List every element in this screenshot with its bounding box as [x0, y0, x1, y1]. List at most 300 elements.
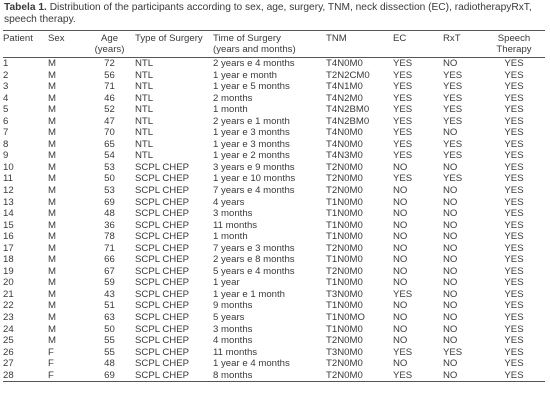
speech-therapy-cell: YES [504, 104, 524, 116]
patient-cell: 28 [3, 369, 14, 381]
time-cell: 2 years e 8 months [213, 254, 295, 266]
ec-cell: YES [393, 92, 413, 104]
sex-cell: M [48, 173, 56, 185]
sex-cell: F [48, 369, 54, 381]
time-cell: 2 years e 4 months [213, 58, 295, 69]
speech-therapy-cell: YES [504, 138, 524, 150]
surgery-cell: SCPL CHEP [135, 254, 190, 266]
table-header [3, 31, 545, 58]
patient-cell: 16 [3, 231, 14, 243]
speech-therapy-cell: YES [504, 173, 524, 185]
speech-therapy-cell: YES [504, 69, 524, 81]
patient-cell: 4 [3, 92, 9, 104]
table-row [3, 266, 545, 278]
surgery-cell: NTL [135, 81, 154, 93]
rxt-cell: NO [443, 277, 458, 289]
tnm-cell: T4N2BM0 [326, 115, 370, 127]
time-cell: 1 year [213, 277, 240, 289]
patient-cell: 9 [3, 150, 9, 162]
rxt-cell: NO [443, 219, 458, 231]
patient-cell: 14 [3, 208, 14, 220]
speech-therapy-cell: YES [504, 115, 524, 127]
rxt-cell: NO [443, 161, 458, 173]
speech-therapy-cell: YES [504, 335, 524, 347]
time-cell: 1 year e 1 month [213, 288, 285, 300]
table-row [3, 335, 545, 347]
age-cell: 47 [104, 115, 115, 127]
tnm-cell: T1N0M0 [326, 300, 363, 312]
age-cell: 52 [104, 104, 115, 116]
table-row [3, 370, 545, 382]
tnm-cell: T2N0M0 [326, 265, 363, 277]
time-cell: 11 months [213, 219, 258, 231]
tnm-cell: T1N0M0 [326, 196, 363, 208]
tnm-cell: T2N0M0 [326, 242, 363, 254]
rxt-cell: NO [443, 300, 458, 312]
table-row [3, 220, 545, 232]
table-row [3, 312, 545, 324]
rxt-cell: NO [443, 369, 458, 381]
table-row [3, 58, 545, 70]
time-cell: 1 year e 5 months [213, 81, 290, 93]
sex-cell: M [48, 196, 56, 208]
patient-cell: 10 [3, 161, 14, 173]
table-row [3, 139, 545, 151]
speech-therapy-cell: YES [504, 346, 524, 358]
header-surgery: Type of Surgery [135, 33, 203, 44]
tnm-cell: T4N0M0 [326, 58, 363, 69]
age-cell: 55 [104, 346, 115, 358]
age-cell: 65 [104, 138, 115, 150]
tnm-cell: T4N2M0 [326, 92, 363, 104]
surgery-cell: SCPL CHEP [135, 231, 190, 243]
patient-cell: 12 [3, 185, 14, 197]
tnm-cell: T4N3M0 [326, 150, 363, 162]
time-cell: 1 month [213, 104, 248, 116]
sex-cell: M [48, 323, 56, 335]
time-cell: 3 years e 9 months [213, 161, 295, 173]
surgery-cell: SCPL CHEP [135, 300, 190, 312]
sex-cell: M [48, 69, 56, 81]
ec-cell: NO [393, 254, 408, 266]
age-cell: 78 [104, 231, 115, 243]
header-age [84, 31, 135, 58]
ec-cell: NO [393, 335, 408, 347]
table-row [3, 208, 545, 220]
age-cell: 46 [104, 92, 115, 104]
age-cell: 54 [104, 150, 115, 162]
table-row [3, 347, 545, 359]
time-cell: 1 year e 4 months [213, 358, 290, 370]
surgery-cell: SCPL CHEP [135, 219, 190, 231]
ec-cell: YES [393, 150, 413, 162]
rxt-cell: YES [443, 115, 463, 127]
age-cell: 70 [104, 127, 115, 139]
patient-cell: 25 [3, 335, 14, 347]
rxt-cell: NO [443, 127, 458, 139]
age-cell: 67 [104, 265, 115, 277]
table-row [3, 243, 545, 255]
surgery-cell: SCPL CHEP [135, 277, 190, 289]
sex-cell: M [48, 231, 56, 243]
age-cell: 63 [104, 312, 115, 324]
table-row [3, 104, 545, 116]
age-cell: 48 [104, 208, 115, 220]
surgery-cell: SCPL CHEP [135, 288, 190, 300]
rxt-cell: NO [443, 265, 458, 277]
tnm-cell: T2N2CM0 [326, 69, 370, 81]
participants-table [3, 30, 545, 382]
patient-cell: 6 [3, 115, 9, 127]
speech-therapy-cell: YES [504, 369, 524, 381]
sex-cell: M [48, 300, 56, 312]
surgery-cell: SCPL CHEP [135, 242, 190, 254]
ec-cell: NO [393, 231, 408, 243]
surgery-cell: NTL [135, 150, 154, 162]
header-speech-line1: Speech [497, 33, 531, 44]
header-patient: Patient [3, 33, 33, 44]
table-row [3, 277, 545, 289]
rxt-cell: YES [443, 81, 463, 93]
time-cell: 1 year e 3 months [213, 138, 290, 150]
rxt-cell: NO [443, 358, 458, 370]
tnm-cell: T1N0M0 [326, 231, 363, 243]
speech-therapy-cell: YES [504, 161, 524, 173]
speech-therapy-cell: YES [504, 254, 524, 266]
header-age-line1: Age [100, 33, 119, 44]
patient-cell: 13 [3, 196, 14, 208]
table-row [3, 197, 545, 209]
sex-cell: M [48, 104, 56, 116]
table-row [3, 162, 545, 174]
sex-cell: M [48, 312, 56, 324]
table-row [3, 358, 545, 370]
patient-cell: 17 [3, 242, 14, 254]
patient-cell: 7 [3, 127, 9, 139]
surgery-cell: SCPL CHEP [135, 196, 190, 208]
time-cell: 3 months [213, 208, 253, 220]
rxt-cell: NO [443, 312, 458, 324]
patient-cell: 11 [3, 173, 13, 185]
rxt-cell: NO [443, 242, 458, 254]
sex-cell: M [48, 265, 56, 277]
age-cell: 43 [104, 288, 115, 300]
age-cell: 53 [104, 161, 115, 173]
sex-cell: M [48, 115, 56, 127]
ec-cell: NO [393, 196, 408, 208]
header-sex: Sex [48, 33, 65, 44]
table-row [3, 324, 545, 336]
tnm-cell: T4N0M0 [326, 127, 363, 139]
time-cell: 9 months [213, 300, 253, 312]
surgery-cell: NTL [135, 115, 154, 127]
ec-cell: NO [393, 358, 408, 370]
speech-therapy-cell: YES [504, 300, 524, 312]
sex-cell: M [48, 138, 56, 150]
tnm-cell: T2N0M0 [326, 161, 363, 173]
age-cell: 36 [104, 219, 115, 231]
table-row [3, 127, 545, 139]
rxt-cell: NO [443, 185, 458, 197]
rxt-cell: NO [443, 254, 458, 266]
header-time [213, 31, 320, 58]
speech-therapy-cell: YES [504, 277, 524, 289]
sex-cell: M [48, 161, 56, 173]
surgery-cell: SCPL CHEP [135, 173, 190, 185]
rxt-cell: YES [443, 69, 463, 81]
age-cell: 51 [104, 300, 115, 312]
sex-cell: M [48, 185, 56, 197]
speech-therapy-cell: YES [504, 312, 524, 324]
patient-cell: 8 [3, 138, 9, 150]
time-cell: 1 month [213, 231, 248, 243]
rxt-cell: NO [443, 208, 458, 220]
ec-cell: NO [393, 312, 408, 324]
table-row [3, 300, 545, 312]
patient-cell: 15 [3, 219, 14, 231]
header-time-line2: (years and months) [213, 44, 296, 55]
age-cell: 53 [104, 185, 115, 197]
tnm-cell: T2N0M0 [326, 369, 363, 381]
table-row [3, 70, 545, 82]
ec-cell: NO [393, 300, 408, 312]
header-tnm: TNM [326, 33, 347, 44]
time-cell: 8 months [213, 369, 253, 381]
sex-cell: M [48, 208, 56, 220]
ec-cell: NO [393, 242, 408, 254]
age-cell: 50 [104, 173, 115, 185]
sex-cell: M [48, 127, 56, 139]
time-cell: 5 years [213, 312, 245, 324]
ec-cell: NO [393, 323, 408, 335]
rxt-cell: NO [443, 196, 458, 208]
speech-therapy-cell: YES [504, 219, 524, 231]
time-cell: 11 months [213, 346, 258, 358]
patient-cell: 3 [3, 81, 9, 93]
tnm-cell: T1N0M0 [326, 323, 363, 335]
tnm-cell: T2N0M0 [326, 173, 363, 185]
ec-cell: YES [393, 81, 413, 93]
sex-cell: M [48, 242, 56, 254]
speech-therapy-cell: YES [504, 92, 524, 104]
tnm-cell: T4N1M0 [326, 81, 363, 93]
surgery-cell: SCPL CHEP [135, 265, 190, 277]
rxt-cell: NO [443, 231, 458, 243]
surgery-cell: NTL [135, 69, 154, 81]
rxt-cell: YES [443, 173, 463, 185]
tnm-cell: T4N2BM0 [326, 104, 370, 116]
header-speech-therapy [483, 31, 545, 58]
patient-cell: 5 [3, 104, 9, 116]
speech-therapy-cell: YES [504, 58, 524, 69]
table-row [3, 116, 545, 128]
speech-therapy-cell: YES [504, 231, 524, 243]
rxt-cell: YES [443, 150, 463, 162]
table-row [3, 150, 545, 162]
age-cell: 55 [104, 335, 115, 347]
table-row [3, 254, 545, 266]
table-caption-text: Distribution of the participants according to sex, age, surgery, TNM, neck dissection (EC), radiotherapyRxT, speech therapy. [4, 2, 532, 25]
tnm-cell: T2N0M0 [326, 335, 363, 347]
table-row [3, 289, 545, 301]
age-cell: 72 [104, 58, 115, 69]
table-caption [4, 2, 547, 26]
speech-therapy-cell: YES [504, 323, 524, 335]
speech-therapy-cell: YES [504, 358, 524, 370]
age-cell: 50 [104, 323, 115, 335]
surgery-cell: NTL [135, 104, 154, 116]
table-row [3, 231, 545, 243]
ec-cell: NO [393, 185, 408, 197]
ec-cell: NO [393, 265, 408, 277]
ec-cell: YES [393, 58, 413, 69]
age-cell: 69 [104, 369, 115, 381]
rxt-cell: NO [443, 323, 458, 335]
time-cell: 4 months [213, 335, 253, 347]
ec-cell: YES [393, 288, 413, 300]
time-cell: 5 years e 4 months [213, 265, 295, 277]
sex-cell: M [48, 219, 56, 231]
header-ec: EC [393, 33, 407, 44]
table-caption-label: Tabela 1. [4, 2, 47, 13]
ec-cell: YES [393, 369, 413, 381]
ec-cell: YES [393, 69, 413, 81]
header-row [3, 31, 545, 58]
surgery-cell: SCPL CHEP [135, 208, 190, 220]
time-cell: 1 year e 3 months [213, 127, 290, 139]
speech-therapy-cell: YES [504, 196, 524, 208]
speech-therapy-cell: YES [504, 150, 524, 162]
sex-cell: M [48, 58, 56, 69]
sex-cell: M [48, 150, 56, 162]
speech-therapy-cell: YES [504, 265, 524, 277]
time-cell: 1 year e month [213, 69, 277, 81]
ec-cell: YES [393, 104, 413, 116]
surgery-cell: SCPL CHEP [135, 358, 190, 370]
patient-cell: 24 [3, 323, 14, 335]
time-cell: 7 years e 3 months [213, 242, 295, 254]
age-cell: 48 [104, 358, 115, 370]
time-cell: 1 year e 10 months [213, 173, 296, 185]
sex-cell: M [48, 288, 56, 300]
patient-cell: 20 [3, 277, 14, 289]
table-row [3, 185, 545, 197]
age-cell: 56 [104, 69, 115, 81]
header-rxt: RxT [443, 33, 461, 44]
rxt-cell: NO [443, 288, 458, 300]
patient-cell: 1 [3, 58, 9, 69]
age-cell: 71 [104, 242, 115, 254]
ec-cell: NO [393, 277, 408, 289]
speech-therapy-cell: YES [504, 81, 524, 93]
patient-cell: 23 [3, 312, 14, 324]
patient-cell: 26 [3, 346, 14, 358]
surgery-cell: SCPL CHEP [135, 312, 190, 324]
surgery-cell: NTL [135, 127, 154, 139]
table-body [3, 58, 545, 382]
tnm-cell: T1N0MO [326, 312, 365, 324]
sex-cell: M [48, 81, 56, 93]
rxt-cell: YES [443, 104, 463, 116]
sex-cell: F [48, 346, 54, 358]
surgery-cell: SCPL CHEP [135, 161, 190, 173]
age-cell: 66 [104, 254, 115, 266]
time-cell: 2 months [213, 92, 253, 104]
ec-cell: YES [393, 138, 413, 150]
patient-cell: 2 [3, 69, 9, 81]
sex-cell: M [48, 277, 56, 289]
surgery-cell: NTL [135, 92, 154, 104]
speech-therapy-cell: YES [504, 185, 524, 197]
tnm-cell: T3N0M0 [326, 346, 363, 358]
sex-cell: F [48, 358, 54, 370]
time-cell: 4 years [213, 196, 245, 208]
age-cell: 71 [104, 81, 115, 93]
age-cell: 69 [104, 196, 115, 208]
patient-cell: 27 [3, 358, 14, 370]
tnm-cell: T1N0M0 [326, 254, 363, 266]
tnm-cell: T1N0M0 [326, 208, 363, 220]
surgery-cell: SCPL CHEP [135, 369, 190, 381]
time-cell: 3 months [213, 323, 253, 335]
patient-cell: 21 [3, 288, 14, 300]
tnm-cell: T3N0M0 [326, 288, 363, 300]
tnm-cell: T2N0M0 [326, 358, 363, 370]
speech-therapy-cell: YES [504, 127, 524, 139]
time-cell: 2 years e 1 month [213, 115, 290, 127]
table-row [3, 81, 545, 93]
surgery-cell: SCPL CHEP [135, 323, 190, 335]
rxt-cell: NO [443, 335, 458, 347]
ec-cell: YES [393, 346, 413, 358]
ec-cell: YES [393, 127, 413, 139]
surgery-cell: SCPL CHEP [135, 335, 190, 347]
patient-cell: 18 [3, 254, 14, 266]
table-row [3, 93, 545, 105]
rxt-cell: YES [443, 346, 463, 358]
header-age-line2: (years) [94, 44, 125, 55]
surgery-cell: SCPL CHEP [135, 346, 190, 358]
patient-cell: 19 [3, 265, 14, 277]
tnm-cell: T1N0M0 [326, 277, 363, 289]
rxt-cell: YES [443, 138, 463, 150]
sex-cell: M [48, 254, 56, 266]
ec-cell: YES [393, 173, 413, 185]
surgery-cell: NTL [135, 138, 154, 150]
surgery-cell: SCPL CHEP [135, 185, 190, 197]
tnm-cell: T1N0M0 [326, 219, 363, 231]
tnm-cell: T2N0M0 [326, 185, 363, 197]
speech-therapy-cell: YES [504, 242, 524, 254]
ec-cell: NO [393, 208, 408, 220]
ec-cell: NO [393, 219, 408, 231]
header-speech-line2: Therapy [496, 44, 532, 55]
table-row [3, 173, 545, 185]
sex-cell: M [48, 92, 56, 104]
tnm-cell: T4N0M0 [326, 138, 363, 150]
rxt-cell: YES [443, 92, 463, 104]
ec-cell: NO [393, 161, 408, 173]
speech-therapy-cell: YES [504, 288, 524, 300]
header-time-line1: Time of Surgery [213, 33, 281, 44]
rxt-cell: NO [443, 58, 458, 69]
speech-therapy-cell: YES [504, 208, 524, 220]
time-cell: 1 year e 2 months [213, 150, 290, 162]
ec-cell: YES [393, 115, 413, 127]
age-cell: 59 [104, 277, 115, 289]
sex-cell: M [48, 335, 56, 347]
patient-cell: 22 [3, 300, 14, 312]
